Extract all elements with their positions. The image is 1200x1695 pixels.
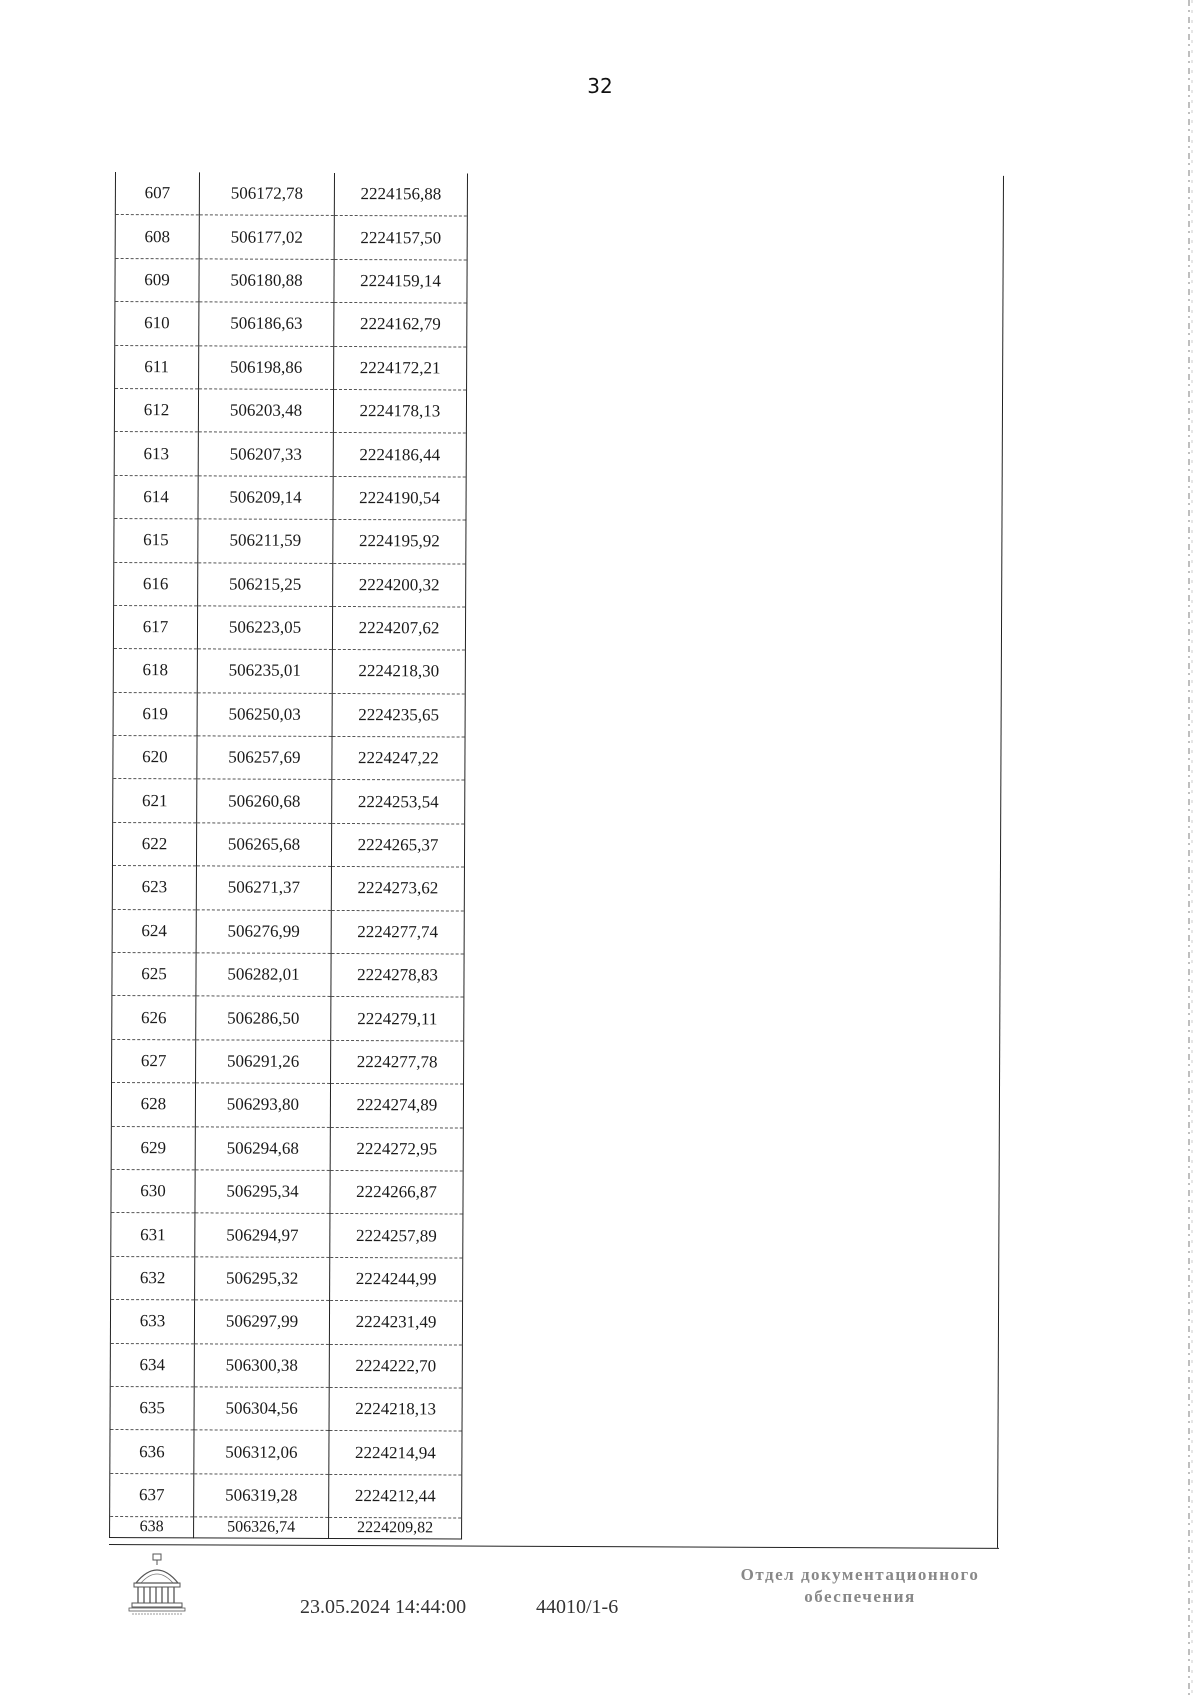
x-coordinate-cell: 506186,63 xyxy=(199,302,334,346)
table-row xyxy=(111,1126,463,1171)
point-number-cell: 611 xyxy=(115,345,199,389)
x-coordinate-cell: 506211,59 xyxy=(198,519,333,563)
page-number: 32 xyxy=(587,74,613,98)
x-coordinate-cell: 506291,26 xyxy=(196,1040,331,1084)
x-coordinate-cell: 506235,01 xyxy=(197,649,332,693)
point-number-cell: 621 xyxy=(113,779,197,823)
x-coordinate-cell: 506297,99 xyxy=(194,1300,329,1344)
y-coordinate-cell: 2224266,87 xyxy=(330,1170,463,1214)
y-coordinate-cell: 2224190,54 xyxy=(333,476,466,520)
point-number-cell: 623 xyxy=(112,866,196,910)
coordinates-table-body xyxy=(110,172,468,1539)
table-row xyxy=(115,258,467,303)
point-number-cell: 631 xyxy=(111,1213,195,1257)
table-row xyxy=(114,475,466,520)
table-row xyxy=(110,1386,462,1431)
x-coordinate-cell: 506312,06 xyxy=(194,1430,329,1474)
x-coordinate-cell: 506223,05 xyxy=(197,606,332,650)
point-number-cell: 617 xyxy=(113,605,197,649)
point-number-cell: 635 xyxy=(110,1386,194,1430)
table-row xyxy=(115,172,467,216)
coordinates-table xyxy=(109,172,468,1540)
point-number-cell: 608 xyxy=(115,215,199,259)
table-row xyxy=(111,1256,463,1301)
y-coordinate-cell: 2224162,79 xyxy=(334,303,467,347)
table-row xyxy=(110,1473,462,1518)
x-coordinate-cell: 506250,03 xyxy=(197,693,332,737)
y-coordinate-cell: 2224212,44 xyxy=(329,1474,462,1518)
y-coordinate-cell: 2224277,74 xyxy=(331,910,464,954)
point-number-cell: 638 xyxy=(110,1517,194,1538)
point-number-cell: 620 xyxy=(113,736,197,780)
department-stamp xyxy=(690,1564,1030,1608)
x-coordinate-cell: 506326,74 xyxy=(194,1517,329,1539)
document-frame xyxy=(109,172,1018,1549)
y-coordinate-cell: 2224172,21 xyxy=(334,346,467,390)
table-row xyxy=(111,1169,463,1214)
y-coordinate-cell: 2224209,82 xyxy=(329,1518,462,1540)
table-row xyxy=(114,388,466,433)
point-number-cell: 624 xyxy=(112,909,196,953)
y-coordinate-cell: 2224218,30 xyxy=(332,650,465,694)
point-number-cell: 634 xyxy=(110,1343,194,1387)
point-number-cell: 625 xyxy=(112,953,196,997)
y-coordinate-cell: 2224253,54 xyxy=(332,780,465,824)
point-number-cell: 609 xyxy=(115,258,199,302)
y-coordinate-cell: 2224157,50 xyxy=(334,216,467,260)
x-coordinate-cell: 506304,56 xyxy=(194,1387,329,1431)
y-coordinate-cell: 2224244,99 xyxy=(330,1257,463,1301)
building-emblem-icon xyxy=(128,1553,186,1617)
table-row xyxy=(110,1430,462,1475)
x-coordinate-cell: 506294,68 xyxy=(195,1126,330,1170)
table-row xyxy=(113,605,465,650)
point-number-cell: 610 xyxy=(115,302,199,346)
point-number-cell: 607 xyxy=(115,172,199,215)
point-number-cell: 629 xyxy=(111,1126,195,1170)
x-coordinate-cell: 506282,01 xyxy=(196,953,331,997)
frame-right-border xyxy=(997,176,1004,1548)
stamp-datetime: 23.05.2024 14:44:00 xyxy=(300,1596,467,1618)
x-coordinate-cell: 506300,38 xyxy=(194,1343,329,1387)
y-coordinate-cell: 2224235,65 xyxy=(332,693,465,737)
table-row xyxy=(112,996,464,1041)
point-number-cell: 612 xyxy=(114,388,198,432)
y-coordinate-cell: 2224231,49 xyxy=(329,1301,462,1345)
y-coordinate-cell: 2224274,89 xyxy=(330,1084,463,1128)
y-coordinate-cell: 2224247,22 xyxy=(332,737,465,781)
y-coordinate-cell: 2224195,92 xyxy=(333,520,466,564)
scan-edge-strip xyxy=(1182,0,1196,1695)
x-coordinate-cell: 506260,68 xyxy=(197,779,332,823)
table-row xyxy=(112,909,464,954)
y-coordinate-cell: 2224273,62 xyxy=(331,867,464,911)
x-coordinate-cell: 506295,34 xyxy=(195,1170,330,1214)
point-number-cell: 618 xyxy=(113,649,197,693)
y-coordinate-cell: 2224272,95 xyxy=(330,1127,463,1171)
table-row xyxy=(110,1343,462,1388)
y-coordinate-cell: 2224222,70 xyxy=(329,1344,462,1388)
x-coordinate-cell: 506180,88 xyxy=(199,259,334,303)
table-row xyxy=(114,432,466,477)
point-number-cell: 616 xyxy=(114,562,198,606)
y-coordinate-cell: 2224278,83 xyxy=(331,953,464,997)
x-coordinate-cell: 506319,28 xyxy=(194,1474,329,1518)
x-coordinate-cell: 506203,48 xyxy=(198,389,333,433)
y-coordinate-cell: 2224178,13 xyxy=(333,389,466,433)
y-coordinate-cell: 2224279,11 xyxy=(331,997,464,1041)
table-row xyxy=(111,1083,463,1128)
table-row xyxy=(110,1517,462,1540)
table-row xyxy=(115,215,467,260)
point-number-cell: 619 xyxy=(113,692,197,736)
x-coordinate-cell: 506209,14 xyxy=(198,476,333,520)
y-coordinate-cell: 2224214,94 xyxy=(329,1431,462,1475)
table-row xyxy=(114,519,466,564)
table-row xyxy=(113,779,465,824)
table-row xyxy=(112,953,464,998)
table-row xyxy=(115,345,467,390)
x-coordinate-cell: 506276,99 xyxy=(196,910,331,954)
table-row xyxy=(113,692,465,737)
department-line-2: обеспечения xyxy=(804,1587,916,1606)
x-coordinate-cell: 506271,37 xyxy=(196,866,331,910)
table-row xyxy=(110,1300,462,1345)
y-coordinate-cell: 2224186,44 xyxy=(333,433,466,477)
y-coordinate-cell: 2224159,14 xyxy=(334,259,467,303)
stamp-registration-code: 44010/1-6 xyxy=(536,1596,619,1618)
table-row xyxy=(112,866,464,911)
point-number-cell: 636 xyxy=(110,1430,194,1474)
y-coordinate-cell: 2224265,37 xyxy=(331,823,464,867)
y-coordinate-cell: 2224218,13 xyxy=(329,1387,462,1431)
point-number-cell: 627 xyxy=(112,1039,196,1083)
table-row xyxy=(114,562,466,607)
point-number-cell: 614 xyxy=(114,475,198,519)
x-coordinate-cell: 506295,32 xyxy=(195,1257,330,1301)
x-coordinate-cell: 506207,33 xyxy=(198,432,333,476)
x-coordinate-cell: 506172,78 xyxy=(199,172,334,215)
y-coordinate-cell: 2224156,88 xyxy=(334,173,467,216)
table-row xyxy=(113,736,465,781)
x-coordinate-cell: 506198,86 xyxy=(199,345,334,389)
y-coordinate-cell: 2224257,89 xyxy=(330,1214,463,1258)
x-coordinate-cell: 506294,97 xyxy=(195,1213,330,1257)
table-row xyxy=(112,1039,464,1084)
point-number-cell: 622 xyxy=(112,822,196,866)
point-number-cell: 613 xyxy=(114,432,198,476)
point-number-cell: 637 xyxy=(110,1473,194,1517)
point-number-cell: 633 xyxy=(110,1300,194,1344)
table-row xyxy=(111,1213,463,1258)
point-number-cell: 615 xyxy=(114,519,198,563)
point-number-cell: 630 xyxy=(111,1169,195,1213)
frame-bottom-border xyxy=(109,1544,999,1549)
x-coordinate-cell: 506215,25 xyxy=(198,562,333,606)
point-number-cell: 626 xyxy=(112,996,196,1040)
table-row xyxy=(113,649,465,694)
point-number-cell: 632 xyxy=(111,1256,195,1300)
x-coordinate-cell: 506177,02 xyxy=(199,215,334,259)
x-coordinate-cell: 506265,68 xyxy=(196,823,331,867)
table-row xyxy=(112,822,464,867)
point-number-cell: 628 xyxy=(111,1083,195,1127)
x-coordinate-cell: 506257,69 xyxy=(197,736,332,780)
x-coordinate-cell: 506293,80 xyxy=(195,1083,330,1127)
y-coordinate-cell: 2224207,62 xyxy=(332,606,465,650)
department-line-1: Отдел документационного xyxy=(740,1565,980,1584)
y-coordinate-cell: 2224277,78 xyxy=(331,1040,464,1084)
table-row xyxy=(115,302,467,347)
y-coordinate-cell: 2224200,32 xyxy=(333,563,466,607)
x-coordinate-cell: 506286,50 xyxy=(196,996,331,1040)
